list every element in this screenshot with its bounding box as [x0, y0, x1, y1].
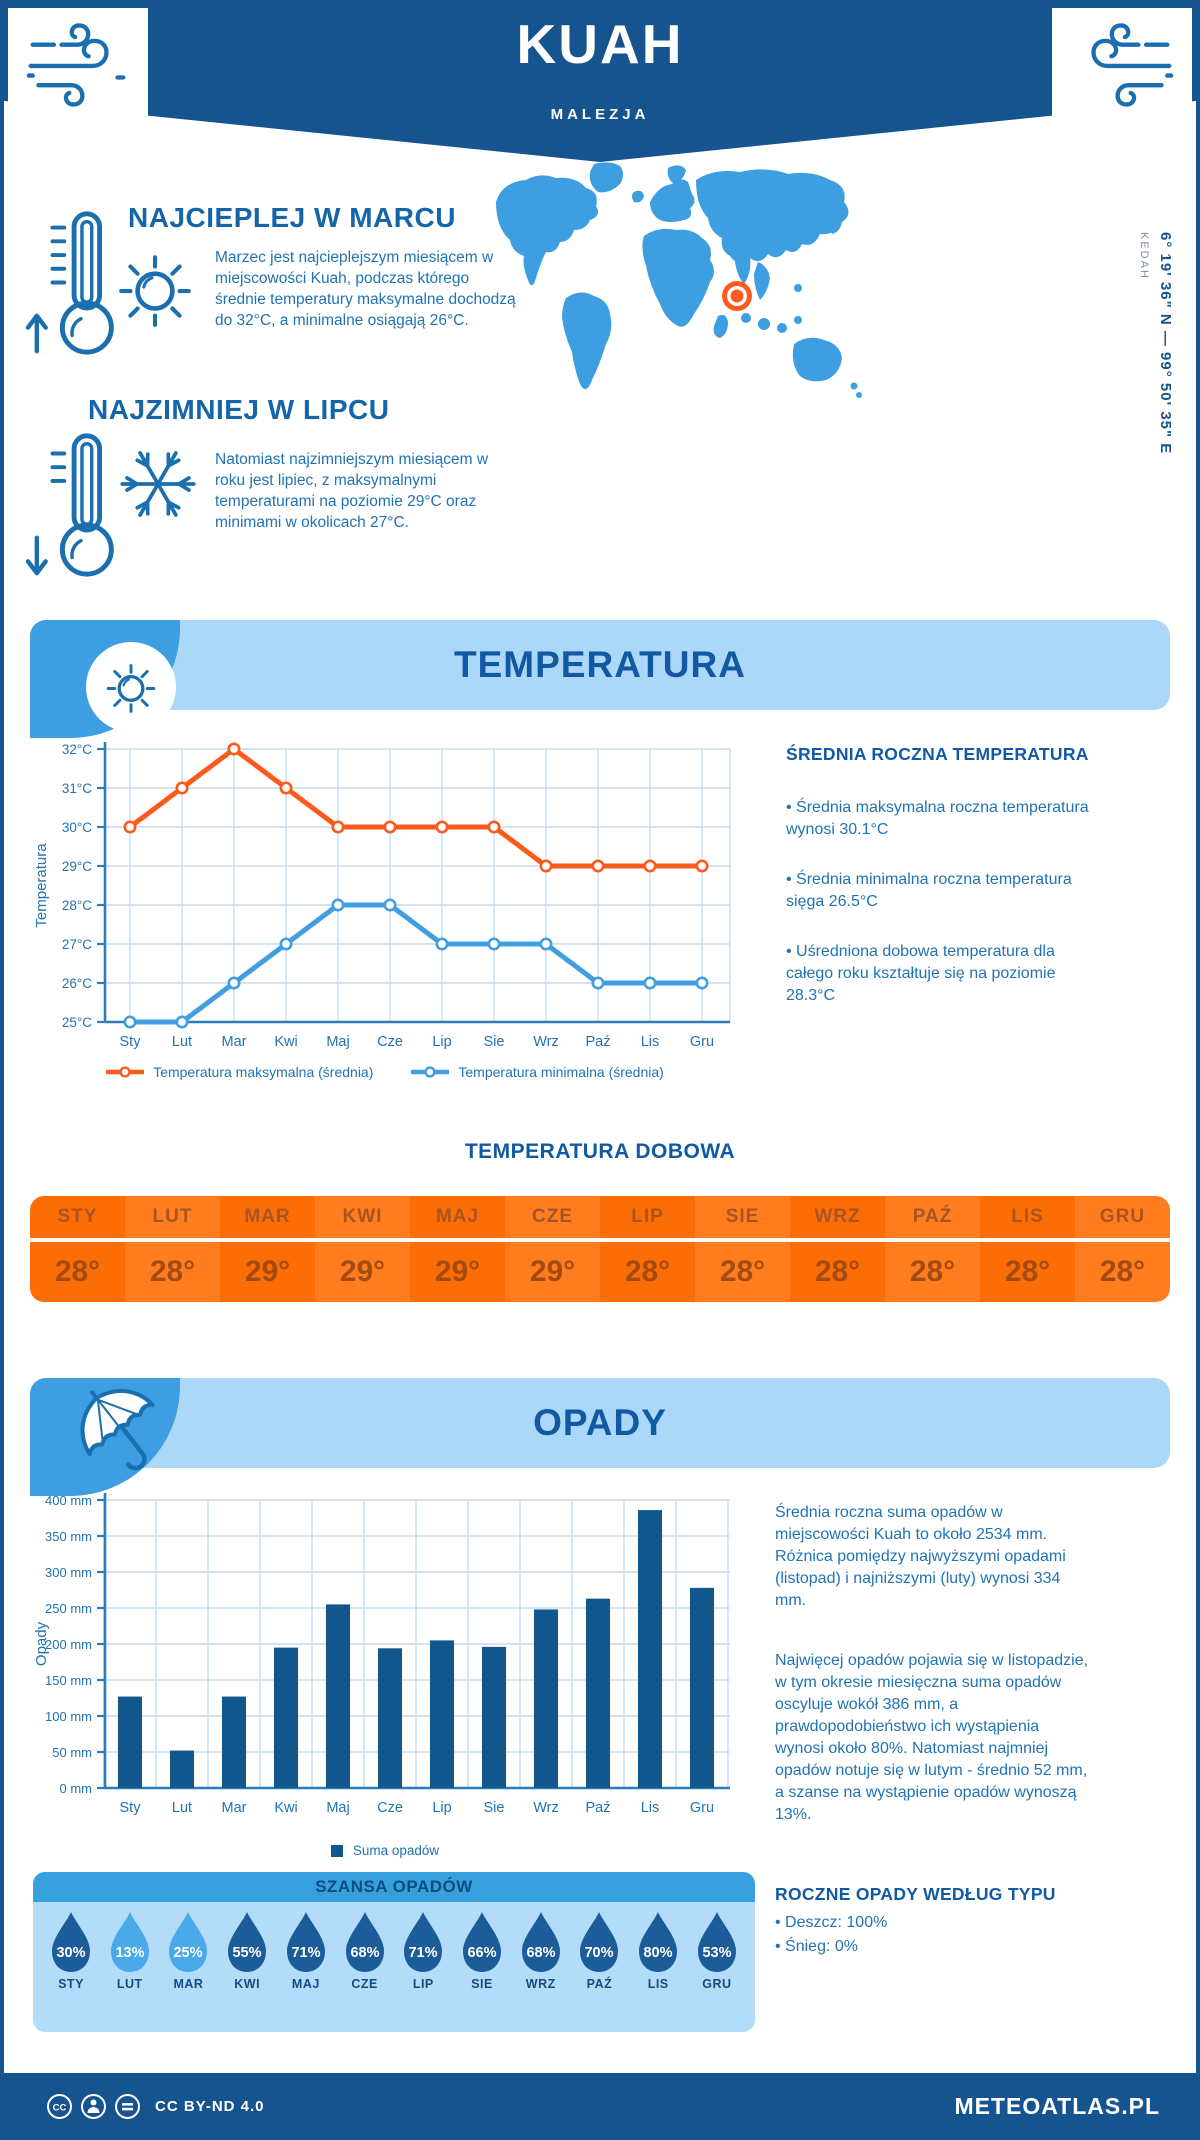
warmest-section-title: NAJCIEPLEJ W MARCU	[128, 202, 456, 233]
daily-temperature-table	[30, 1196, 1170, 1302]
svg-text:350 mm: 350 mm	[45, 1529, 92, 1544]
footer-bar	[0, 2073, 1200, 2140]
chance-drop-month: GRU	[702, 1977, 732, 1991]
chance-drops-row	[33, 1902, 755, 1991]
chance-drop-month: KWI	[234, 1977, 261, 1991]
water-drop-icon	[515, 1910, 567, 1974]
svg-text:Lis: Lis	[640, 1800, 660, 1816]
svg-text:300 mm: 300 mm	[45, 1565, 92, 1580]
daily-temperature-value: 29°	[220, 1242, 315, 1302]
svg-text:Maj: Maj	[326, 1800, 350, 1816]
chance-drop	[278, 1910, 334, 1991]
daily-month-header: LUT	[125, 1196, 220, 1242]
license-label: CC BY-ND 4.0	[155, 2098, 265, 2115]
svg-text:200 mm: 200 mm	[45, 1637, 92, 1652]
wind-icon	[1069, 15, 1175, 113]
svg-text:250 mm: 250 mm	[45, 1601, 92, 1616]
svg-text:50 mm: 50 mm	[52, 1745, 92, 1760]
chance-drop-month: CZE	[351, 1977, 378, 1991]
daily-month-header: MAR	[220, 1196, 315, 1242]
svg-text:70%: 70%	[584, 1945, 614, 1961]
chance-drop	[395, 1910, 451, 1991]
precipitation-banner-title: OPADY	[533, 1402, 667, 1443]
water-drop-icon	[573, 1910, 625, 1974]
chance-of-precipitation-panel	[33, 1872, 755, 2032]
svg-text:28°C: 28°C	[61, 898, 92, 913]
temperature-summary-title: ŚREDNIA ROCZNA TEMPERATURA	[786, 744, 1089, 764]
daily-temperature-value: 28°	[30, 1242, 125, 1302]
wind-icon-box-left	[8, 8, 148, 120]
svg-text:Opady: Opady	[33, 1621, 50, 1667]
svg-text:66%: 66%	[467, 1945, 497, 1961]
daily-month-header: WRZ	[790, 1196, 885, 1242]
water-drop-icon	[339, 1910, 391, 1974]
chance-drop-month: LUT	[116, 1977, 143, 1991]
creative-commons-icons	[46, 2093, 141, 2120]
svg-text:Lip: Lip	[432, 1034, 452, 1050]
chance-drop-month: MAJ	[291, 1977, 320, 1991]
svg-text:Lut: Lut	[171, 1800, 193, 1816]
svg-text:Lis: Lis	[640, 1034, 660, 1050]
right-edge-line	[1196, 0, 1200, 2140]
svg-text:31°C: 31°C	[61, 781, 92, 796]
chance-drop-month: SIE	[471, 1977, 493, 1991]
chance-panel-title: SZANSA OPADÓW	[33, 1872, 755, 1902]
daily-month-header: KWI	[315, 1196, 410, 1242]
world-map	[482, 158, 872, 406]
temperature-banner	[30, 620, 1170, 710]
svg-text:Gru: Gru	[689, 1034, 715, 1050]
water-drop-icon	[45, 1910, 97, 1974]
svg-text:27°C: 27°C	[61, 937, 92, 952]
svg-text:Cze: Cze	[377, 1034, 403, 1050]
temperature-bullet-2: • Średnia minimalna roczna temperatura sięga 26.5°C	[786, 871, 1072, 910]
page-title: KUAH	[516, 13, 684, 75]
svg-text:Cze: Cze	[377, 1800, 403, 1816]
chance-drop	[219, 1910, 275, 1991]
svg-text:71%: 71%	[291, 1945, 321, 1961]
svg-text:150 mm: 150 mm	[45, 1673, 92, 1688]
svg-text:68%: 68%	[350, 1945, 380, 1961]
precipitation-paragraph-1: Średnia roczna suma opadów w miejscowości Kuah to około 2534 mm. Różnica pomiędzy najwyższymi opadami (listopad) i najniższymi (luty) wynosi 334 mm.	[775, 1504, 1066, 1609]
wind-icon	[25, 15, 131, 113]
chance-drop	[43, 1910, 99, 1991]
chance-drop-month: LIS	[647, 1977, 669, 1991]
svg-text:Temperatura: Temperatura	[33, 843, 50, 928]
water-drop-icon	[104, 1910, 156, 1974]
svg-text:Gru: Gru	[689, 1800, 715, 1816]
daily-temperature-value: 28°	[790, 1242, 885, 1302]
svg-text:Wrz: Wrz	[533, 1800, 559, 1816]
svg-text:55%: 55%	[232, 1945, 262, 1961]
page-subtitle: MALEZJA	[550, 106, 650, 123]
cc-nd-equals-icon	[114, 2093, 141, 2120]
chance-drop	[337, 1910, 393, 1991]
svg-text:Mar: Mar	[221, 1034, 247, 1050]
svg-text:68%: 68%	[526, 1945, 556, 1961]
water-drop-icon	[162, 1910, 214, 1974]
daily-month-header: SIE	[695, 1196, 790, 1242]
temperature-bullet-1: • Średnia maksymalna roczna temperatura wynosi 30.1°C	[786, 799, 1089, 838]
svg-text:0 mm: 0 mm	[59, 1781, 92, 1796]
wind-icon-box-right	[1052, 8, 1192, 120]
svg-text:25°C: 25°C	[61, 1015, 92, 1030]
temperature-bullet-3: • Uśredniona dobowa temperatura dla całego roku kształtuje się na poziomie 28.3°C	[786, 943, 1056, 1004]
svg-text:Lip: Lip	[432, 1800, 452, 1816]
svg-text:Sie: Sie	[483, 1034, 505, 1050]
chance-drop	[513, 1910, 569, 1991]
chance-drop-month: LIP	[412, 1977, 434, 1991]
svg-text:80%: 80%	[643, 1945, 673, 1961]
temperature-line-chart	[30, 728, 740, 1073]
daily-month-header: PAŹ	[885, 1196, 980, 1242]
chance-drop	[689, 1910, 745, 1991]
water-drop-icon	[456, 1910, 508, 1974]
coldest-section-text: Natomiast najzimniejszym miesiącem w roku jest lipiec, z maksymalnymi temperaturami na poziomie 29°C oraz minimami w okolicach 27°C.	[215, 451, 489, 531]
warmest-section-text: Marzec jest najcieplejszym miesiącem w miejscowości Kuah, podczas którego średnie temperatury maksymalne dochodzą do 32°C, a minimalne osiągają 26°C.	[215, 249, 516, 329]
svg-text:Kwi: Kwi	[274, 1034, 298, 1050]
min-line-swatch	[411, 1066, 449, 1078]
svg-text:71%: 71%	[408, 1945, 438, 1961]
chance-drop	[160, 1910, 216, 1991]
legend-label-min: Temperatura minimalna (średnia)	[458, 1064, 664, 1080]
precipitation-type-snow: • Śnieg: 0%	[775, 1938, 858, 1955]
precipitation-type-rain: • Deszcz: 100%	[775, 1914, 888, 1931]
chance-drop-month: MAR	[173, 1977, 204, 1991]
svg-text:26°C: 26°C	[61, 976, 92, 991]
water-drop-icon	[280, 1910, 332, 1974]
daily-temperature-value: 29°	[315, 1242, 410, 1302]
snowflake-icon	[118, 444, 198, 524]
daily-temperature-value: 28°	[885, 1242, 980, 1302]
coordinates-block	[1138, 232, 1174, 562]
precipitation-paragraph-2: Najwięcej opadów pojawia się w listopadzie, w tym okresie miesięczna suma opadów oscyluje wokół 386 mm, a prawdopodobieństwo ich wystąpienia wynosi około 80%. Natomiast najmniej opadów notuje się w lutym - średnio 52 mm, a szanse na wystąpienie opadów wynoszą 13%.	[775, 1652, 1089, 1823]
svg-text:30°C: 30°C	[61, 820, 92, 835]
svg-text:13%: 13%	[115, 1945, 145, 1961]
temperature-banner-title: TEMPERATURA	[454, 644, 746, 685]
left-edge-line	[0, 0, 4, 2140]
water-drop-icon	[691, 1910, 743, 1974]
coldest-section-title: NAJZIMNIEJ W LIPCU	[88, 394, 390, 425]
coordinates-text: 6° 19' 36" N — 99° 50' 35" E	[1157, 232, 1174, 455]
chance-drop	[571, 1910, 627, 1991]
svg-text:25%: 25%	[173, 1945, 203, 1961]
region-label: KEDAH	[1138, 232, 1150, 280]
chance-drop	[102, 1910, 158, 1991]
chance-drop	[454, 1910, 510, 1991]
site-name: METEOATLAS.PL	[954, 2093, 1160, 2119]
legend-label-sum: Suma opadów	[352, 1843, 440, 1858]
daily-temperature-value: 29°	[505, 1242, 600, 1302]
svg-text:29°C: 29°C	[61, 859, 92, 874]
precipitation-banner	[30, 1378, 1170, 1468]
precipitation-type-title: ROCZNE OPADY WEDŁUG TYPU	[775, 1884, 1056, 1904]
daily-month-header: STY	[30, 1196, 125, 1242]
legend-item-min	[411, 1064, 663, 1080]
legend-label-max: Temperatura maksymalna (średnia)	[153, 1064, 374, 1080]
svg-text:Kwi: Kwi	[274, 1800, 298, 1816]
chance-drop-month: PAŹ	[586, 1977, 613, 1991]
water-drop-icon	[632, 1910, 684, 1974]
daily-month-header: CZE	[505, 1196, 600, 1242]
daily-temperature-value: 28°	[980, 1242, 1075, 1302]
max-line-swatch	[106, 1066, 144, 1078]
sun-icon	[112, 244, 198, 330]
cc-icon	[46, 2093, 73, 2120]
water-drop-icon	[397, 1910, 449, 1974]
svg-text:Mar: Mar	[221, 1800, 247, 1816]
svg-text:Sie: Sie	[483, 1800, 505, 1816]
chance-drop-month: WRZ	[525, 1977, 556, 1991]
svg-text:Maj: Maj	[326, 1034, 350, 1050]
cc-by-person-icon	[80, 2093, 107, 2120]
daily-month-header: GRU	[1075, 1196, 1170, 1242]
location-marker-icon	[722, 281, 752, 311]
svg-text:100 mm: 100 mm	[45, 1709, 92, 1724]
daily-temperature-value: 28°	[695, 1242, 790, 1302]
temperature-chart-legend	[30, 1064, 740, 1080]
svg-text:CC: CC	[52, 2102, 67, 2114]
daily-month-header: MAJ	[410, 1196, 505, 1242]
daily-temperature-value: 28°	[125, 1242, 220, 1302]
daily-temperature-value: 29°	[410, 1242, 505, 1302]
daily-temperature-value: 28°	[600, 1242, 695, 1302]
svg-text:Wrz: Wrz	[533, 1034, 559, 1050]
legend-item-max	[106, 1064, 373, 1080]
water-drop-icon	[221, 1910, 273, 1974]
svg-text:Lut: Lut	[171, 1034, 193, 1050]
svg-text:Paź: Paź	[585, 1034, 611, 1050]
daily-temperature-value: 28°	[1075, 1242, 1170, 1302]
daily-month-header: LIS	[980, 1196, 1075, 1242]
precipitation-bar-chart	[30, 1490, 740, 1825]
daily-month-header: LIP	[600, 1196, 695, 1242]
precipitation-chart-legend	[30, 1843, 740, 1858]
svg-text:Paź: Paź	[585, 1800, 611, 1816]
chance-drop-month: STY	[58, 1977, 84, 1991]
svg-text:400 mm: 400 mm	[45, 1493, 92, 1508]
svg-text:Sty: Sty	[119, 1800, 141, 1816]
chance-drop	[630, 1910, 686, 1991]
svg-text:Sty: Sty	[119, 1034, 141, 1050]
svg-text:30%: 30%	[56, 1945, 86, 1961]
bar-swatch	[331, 1845, 343, 1857]
daily-temperature-title: TEMPERATURA DOBOWA	[464, 1140, 736, 1163]
svg-text:53%: 53%	[702, 1945, 732, 1961]
svg-text:32°C: 32°C	[61, 742, 92, 757]
